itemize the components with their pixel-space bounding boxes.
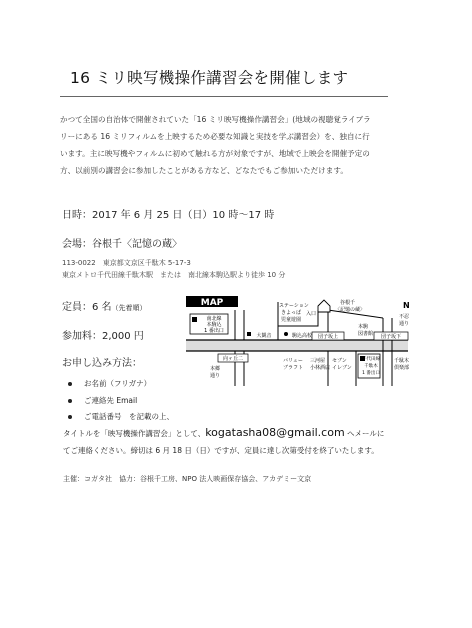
event-date: 日時：2017 年 6 月 25 日（日）10 時〜17 時: [62, 210, 275, 221]
intro-line: 方、以前別の講習会に参加したことがある方など、どなたでもご参加いただけます。: [60, 166, 348, 175]
map-label-shinobazu-dori: 通り: [398, 321, 410, 327]
application-item: ご電話番号 を記載の上、: [68, 411, 174, 422]
map-label-library: 本駒: [358, 324, 369, 330]
intro-line: リーにある 16 ミリフィルムを上映するため必要な知識と実技を学ぶ講習会）を、独自に行: [60, 132, 370, 141]
map-label-sendagi: 千駄木: [364, 364, 378, 369]
application-deadline: てご連絡ください。締切は 6 月 18 日（日）ですが、定員に達し次第受付を終了いたします。: [63, 446, 379, 455]
main-road: [186, 340, 408, 351]
participation-fee: 参加料：2,000 円: [62, 331, 144, 342]
capacity: [62, 298, 147, 313]
event-venue: 会場：谷根千〈記憶の蔵〉: [62, 239, 182, 250]
capacity-note: （先着順）: [111, 304, 147, 312]
sponsor-credits: 主催：コガタ社 協力：谷根千工房、NPO 法人映画保存協会、アカデミー文京: [63, 475, 312, 483]
map-heading: MAP: [200, 298, 224, 308]
north-arrow-icon: N: [403, 301, 410, 310]
map-label-chiyoda-exit: 1 番出口: [362, 371, 380, 376]
venue-icon: [318, 300, 330, 312]
map-label-mukogaoka: 向ヶ丘二: [222, 356, 244, 362]
map-label-kioku-no-kura: 〈記憶の蔵〉: [335, 307, 366, 313]
temple-icon: [247, 332, 251, 336]
map-label-entrance: 入口: [306, 311, 317, 317]
map-label-shinobazu: 不忍: [398, 314, 410, 320]
bullet-icon: [68, 415, 72, 419]
map-label-seven: セブン: [332, 358, 347, 364]
contact-email-link[interactable]: kogatasha08@gmail.com: [205, 426, 345, 439]
map-label-hongo-dori: 通り: [210, 373, 221, 379]
application-heading: お申し込み方法：: [62, 358, 142, 369]
venue-access: 東京メトロ千代田線千駄木駅 または 南北線本駒込駅より徒歩 10 分: [62, 271, 286, 279]
bullet-icon: [68, 399, 72, 403]
application-instructions: タイトルを「映写機操作講習会」として、kogatasha08@gmail.com へメールに: [63, 426, 385, 439]
bullet-icon: [68, 382, 72, 386]
map-label-chiyoda: 千代田線: [362, 357, 380, 362]
map-label-nanboku-exit: 1 番出口: [204, 328, 224, 334]
map-label-nanboku-station: 本駒込: [206, 322, 222, 328]
map-label-value: バリュー: [283, 358, 303, 364]
intro-line: かつて全国の自治体で開催されていた「16 ミリ映写機操作講習会」(地域の視聴覚ライブラ: [60, 115, 371, 124]
map-label-eleven: イレブン: [332, 365, 352, 371]
intro-line: います。主に映写機やフィルムに初めて触れる方が対象ですが、地域で上映会を開催予定の: [60, 149, 370, 158]
capacity-label: 定員：6 名: [62, 302, 112, 313]
map-label-dangozaka-ue: 団子坂上: [317, 334, 339, 340]
map-label-mikawaya: 三河屋: [310, 358, 326, 364]
intro-paragraph: [60, 111, 392, 179]
application-item: ご連絡先 Email: [68, 395, 137, 406]
map-label-park: 児童遊園: [281, 317, 302, 323]
access-map: [178, 288, 416, 388]
map-label-kiyoppa: きよっぱ: [281, 310, 302, 316]
page-title: 16 ミリ映写機操作講習会を開催します: [70, 69, 349, 87]
venue-address: 113-0022 東京都文京区千駄木 5-17-3: [62, 259, 191, 267]
application-item: お名前（フリガナ）: [68, 378, 151, 389]
title-divider: [60, 96, 388, 97]
map-label-nanboku: 南北線: [206, 316, 222, 322]
map-label-yanesen: 谷根千: [340, 300, 356, 306]
map-label-sendagi-club: 千駄木: [394, 358, 410, 364]
map-label-library-2: 図書館: [358, 331, 374, 337]
map-label-kobayashi: 小林酒店: [310, 365, 331, 371]
map-label-hongo: 本郷: [210, 366, 221, 372]
map-label-dangozaka-shita: 団子坂下: [380, 334, 402, 340]
map-label-station: ステーション: [279, 303, 309, 309]
map-label-daikannon: 大観音: [256, 333, 272, 339]
map-label-value-2: ブラフト: [283, 365, 304, 371]
map-label-club: 倶楽部: [394, 365, 410, 371]
map-label-komagome-hs: 駒込高校: [291, 333, 313, 339]
subway-icon: [192, 317, 197, 322]
school-icon: [284, 332, 288, 336]
